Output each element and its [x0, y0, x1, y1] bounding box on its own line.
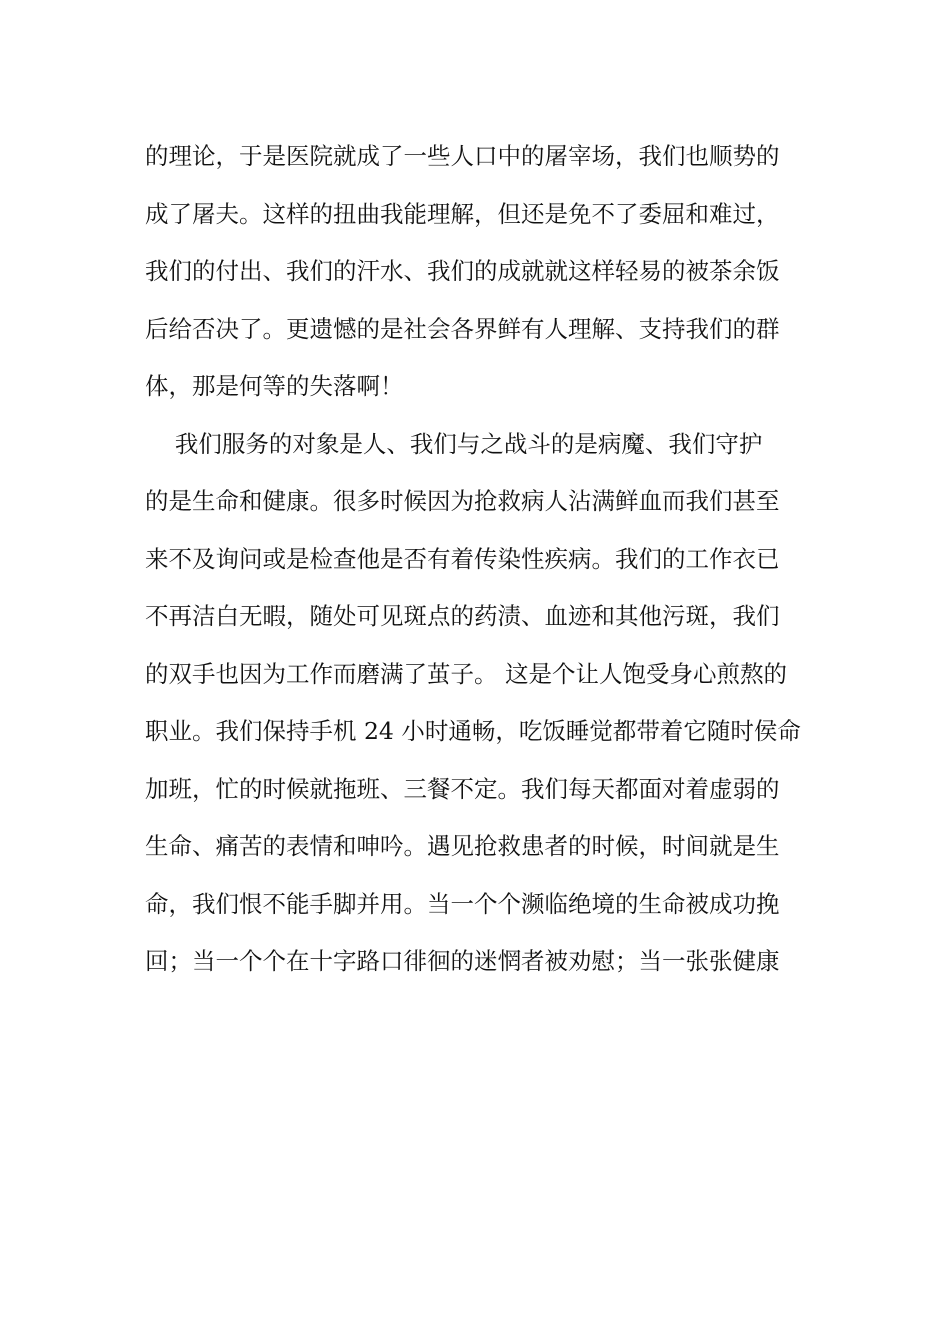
text-line: 我们的付出、我们的汗水、我们的成就就这样轻易的被茶余饭 — [145, 257, 780, 285]
text-line: 职业。我们保持手机 24 小时通畅，吃饭睡觉都带着它随时侯命 — [145, 717, 801, 745]
text-line: 加班，忙的时候就拖班、三餐不定。我们每天都面对着虚弱的 — [145, 774, 780, 803]
body-text — [145, 128, 810, 991]
text-line: 命，我们恨不能手脚并用。当一个个濒临绝境的生命被成功挽 — [145, 889, 780, 918]
text-line: 后给否决了。更遗憾的是社会各界鲜有人理解、支持我们的群 — [145, 314, 780, 343]
text-line: 回；当一个个在十字路口徘徊的迷惘者被劝慰；当一张张健康 — [145, 947, 780, 975]
text-line: 的理论，于是医院就成了一些人口中的屠宰场，我们也顺势的 — [145, 142, 780, 170]
text-line: 的是生命和健康。很多时候因为抢救病人沾满鲜血而我们甚至 — [145, 487, 780, 515]
text-line: 的双手也因为工作而磨满了茧子。 这是个让人饱受身心煎熬的 — [145, 659, 787, 688]
text-line: 体，那是何等的失落啊！ — [145, 372, 404, 400]
text-line: 成了屠夫。这样的扭曲我能理解，但还是免不了委屈和难过， — [145, 199, 780, 228]
paragraph-start-line: 我们服务的对象是人、我们与之战斗的是病魔、我们守护 — [145, 429, 763, 458]
text-line: 来不及询问或是检查他是否有着传染性疾病。我们的工作衣已 — [145, 544, 780, 573]
text-line: 生命、痛苦的表情和呻吟。遇见抢救患者的时候，时间就是生 — [145, 832, 780, 860]
text-line: 不再洁白无暇，随处可见斑点的药渍、血迹和其他污斑，我们 — [145, 602, 780, 630]
